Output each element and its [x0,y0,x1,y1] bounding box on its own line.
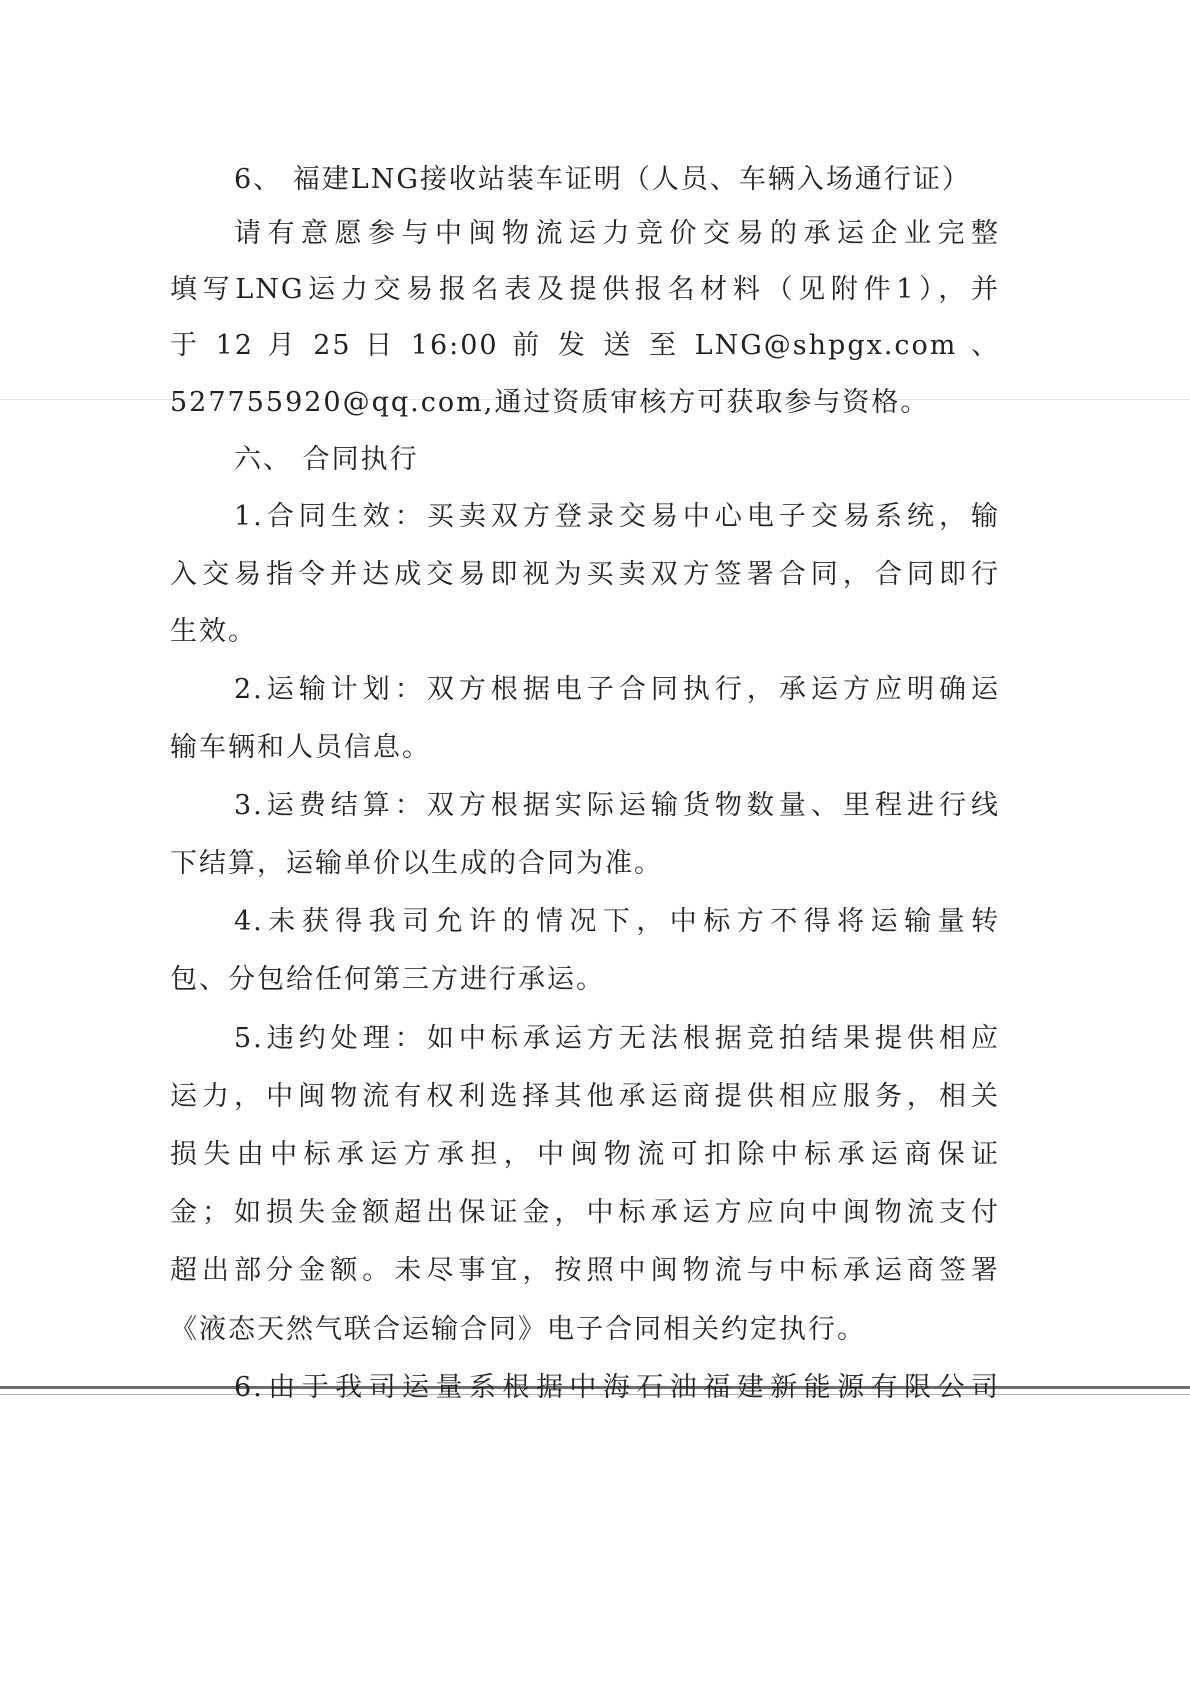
paragraph-line: 包、分包给任何第三方进行承运。 [170,964,605,995]
paragraph-line: 6、 福建LNG接收站装车证明（人员、车辆入场通行证） [234,164,971,195]
paragraph-line: 5.违约处理：如中标承运方无法根据竞拍结果提供相应 [234,1023,1000,1054]
paragraph-line: 下结算，运输单价以生成的合同为准。 [170,848,663,879]
paragraph-line: 请有意愿参与中闽物流运力竞价交易的承运企业完整 [234,218,1000,249]
paragraph-line: 527755920@qq.com,通过资质审核方可获取参与资格。 [170,387,930,418]
paragraph-line: 损失由中标承运方承担，中闽物流可扣除中标承运商保证 [170,1139,1000,1170]
paragraph-line: 输车辆和人员信息。 [170,732,431,763]
paragraph-line: 超出部分金额。未尽事宜，按照中闽物流与中标承运商签署 [170,1255,1000,1286]
paragraph-line: 填写LNG运力交易报名表及提供报名材料（见附件1），并 [170,274,1000,305]
paragraph-line: 入交易指令并达成交易即视为买卖双方签署合同，合同即行 [170,559,1000,590]
paragraph-line: 4.未获得我司允许的情况下，中标方不得将运输量转 [234,906,1000,937]
paragraph-line: 于 12 月 25 日 16:00 前 发 送 至 LNG@shpgx.com 、 [170,330,1000,361]
paragraph-line: 生效。 [170,616,257,647]
paragraph-line: 6.由于我司运量系根据中海石油福建新能源有限公司 [234,1372,1000,1403]
paragraph-line: 金；如损失金额超出保证金，中标承运方应向中闽物流支付 [170,1197,1000,1228]
section-heading: 六、 合同执行 [234,444,419,475]
paragraph-line: 1.合同生效：买卖双方登录交易中心电子交易系统，输 [234,501,1000,532]
paragraph-line: 《液态天然气联合运输合同》电子合同相关约定执行。 [170,1314,866,1345]
paragraph-line: 运力，中闽物流有权利选择其他承运商提供相应服务，相关 [170,1081,1000,1112]
paragraph-line: 3.运费结算：双方根据实际运输货物数量、里程进行线 [234,790,1000,821]
paragraph-line: 2.运输计划：双方根据电子合同执行，承运方应明确运 [234,674,1000,705]
